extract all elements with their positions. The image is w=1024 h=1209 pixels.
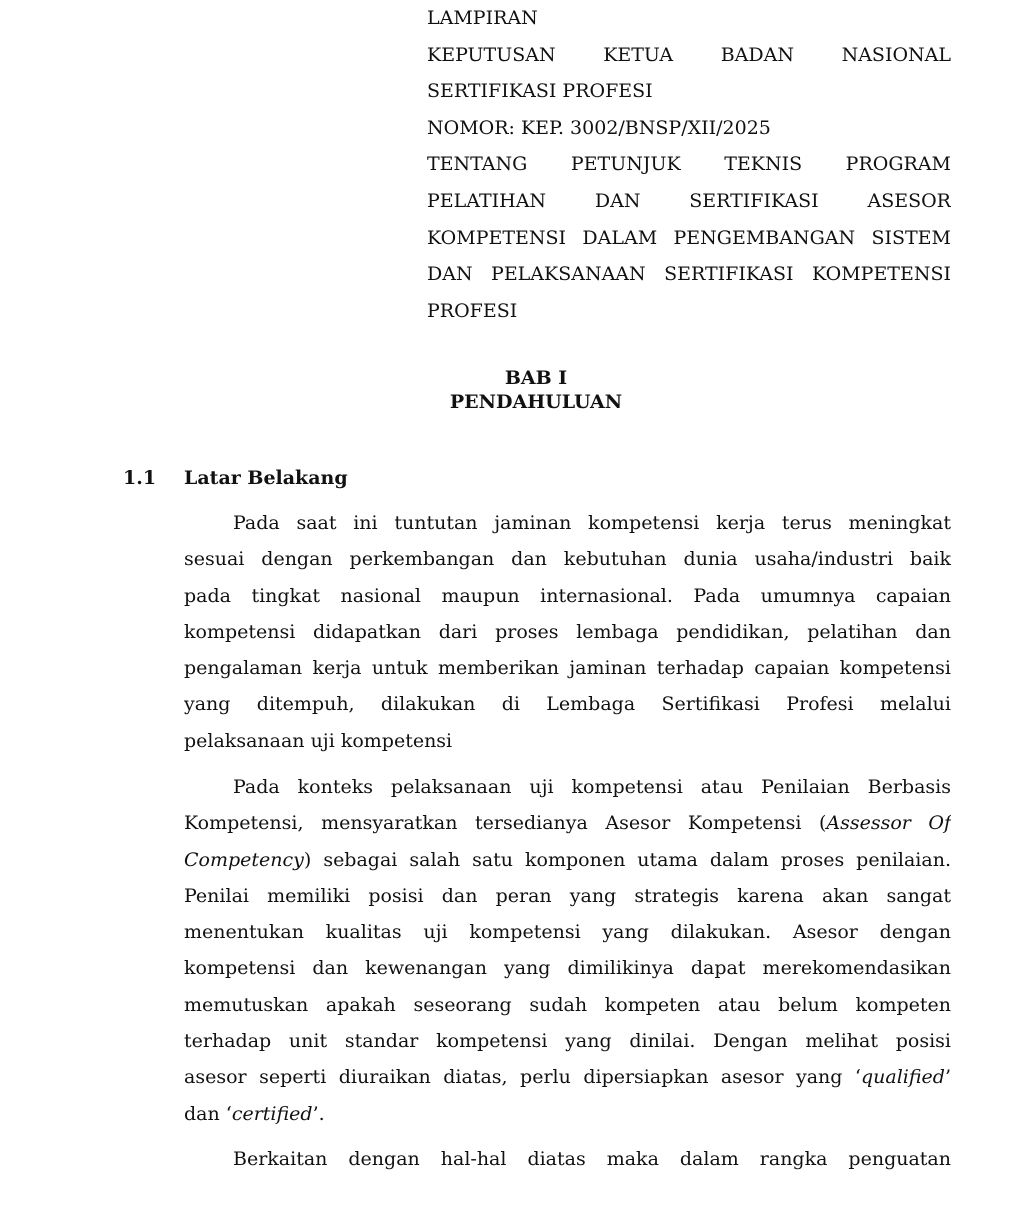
section-number: 1.1	[123, 467, 157, 489]
text-run: Kompetensi, mensyaratkan tersedianya Asesor Kompetensi (	[184, 812, 827, 835]
header-line: KEPUTUSAN KETUA BADAN NASIONAL	[427, 43, 951, 66]
paragraph-line: sesuai dengan perkembangan dan kebutuhan dunia usaha/industri baik	[184, 548, 951, 571]
header-line: PROFESI	[427, 299, 518, 322]
header-line: KOMPETENSI DALAM PENGEMBANGAN SISTEM	[427, 226, 951, 249]
paragraph-line: pengalaman kerja untuk memberikan jaminan terhadap capaian kompetensi	[184, 657, 951, 680]
chapter-heading	[0, 366, 1024, 414]
text-run: asesor seperti diuraikan diatas, perlu dipersiapkan asesor yang ‘	[184, 1066, 861, 1089]
italic-term: Assessor Of	[826, 812, 951, 835]
paragraph-1	[184, 505, 951, 759]
paragraph-line: memutuskan apakah seseorang sudah kompeten atau belum kompeten	[184, 993, 951, 1016]
paragraph-line: kompetensi didapatkan dari proses lembaga pendidikan, pelatihan dan	[184, 620, 951, 643]
italic-term: Competency	[184, 848, 304, 871]
chapter-title: PENDAHULUAN	[449, 391, 623, 413]
text-run: ’.	[312, 1102, 325, 1125]
paragraph-2	[184, 769, 951, 1132]
paragraph-line: pada tingkat nasional maupun internasional. Pada umumnya capaian	[184, 584, 951, 607]
paragraph-3	[184, 1141, 951, 1177]
header-line: SERTIFIKASI PROFESI	[427, 80, 653, 103]
paragraph-line: Pada konteks pelaksanaan uji kompetensi atau Penilaian Berbasis	[233, 776, 951, 798]
paragraph-line: Penilai memiliki posisi dan peran yang strategis karena akan sangat	[184, 884, 951, 907]
paragraph-line	[184, 1096, 951, 1132]
paragraph-line	[184, 842, 951, 878]
chapter-number: BAB I	[504, 367, 568, 389]
italic-term: qualified	[860, 1066, 945, 1089]
paragraph-line: yang ditempuh, dilakukan di Lembaga Sertifikasi Profesi melalui	[184, 693, 951, 716]
text-run: ) sebagai salah satu komponen utama dalam proses penilaian.	[303, 848, 951, 871]
text-run: dan ‘	[184, 1102, 232, 1125]
header-line: LAMPIRAN	[427, 7, 538, 29]
paragraph-line: terhadap unit standar kompetensi yang dinilai. Dengan melihat posisi	[184, 1030, 951, 1053]
paragraph-line: kompetensi dan kewenangan yang dimilikinya dapat merekomendasikan	[184, 957, 951, 980]
header-line: TENTANG PETUNJUK TEKNIS PROGRAM	[427, 153, 951, 176]
header-line: NOMOR: KEP. 3002/BNSP/XII/2025	[427, 116, 771, 139]
section-title: Latar Belakang	[184, 467, 348, 489]
paragraph-line: menentukan kualitas uji kompetensi yang dilakukan. Asesor dengan	[184, 921, 951, 944]
text-run: ’	[944, 1066, 951, 1089]
header-line: PELATIHAN DAN SERTIFIKASI ASESOR	[427, 189, 951, 212]
paragraph-line: Pada saat ini tuntutan jaminan kompetensi kerja terus meningkat	[233, 512, 951, 534]
italic-term: certified	[231, 1102, 313, 1125]
paragraph-line	[184, 805, 951, 841]
paragraph-line	[184, 1059, 951, 1095]
attachment-header	[427, 0, 951, 329]
paragraph-line: pelaksanaan uji kompetensi	[184, 729, 453, 752]
header-line: DAN PELAKSANAAN SERTIFIKASI KOMPETENSI	[427, 263, 951, 286]
paragraph-line: Berkaitan dengan hal-hal diatas maka dalam rangka penguatan	[233, 1148, 951, 1170]
